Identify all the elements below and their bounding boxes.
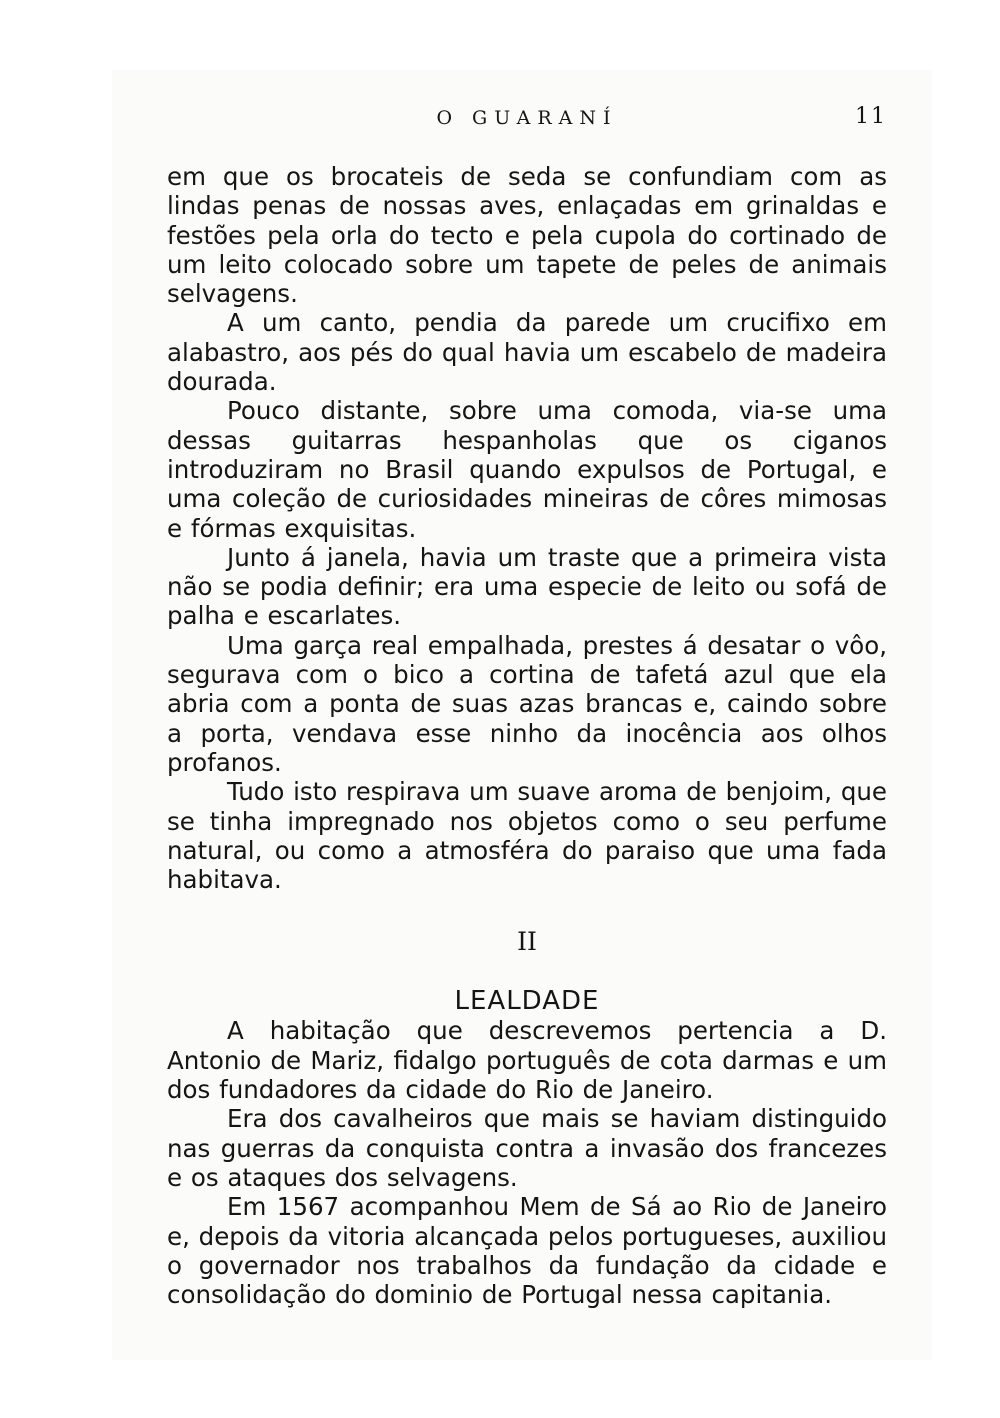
paragraph: Em 1567 acompanhou Mem de Sá ao Rio de Janeiro e, depois da vitoria alcançada pelos portugueses, auxiliou o governador nos trabalhos da fundação da cidade e consolidação do dominio de Portugal nessa capitania. bbox=[167, 1192, 887, 1310]
text-block bbox=[167, 162, 887, 1309]
chapter-title: LEALDADE bbox=[454, 986, 600, 1017]
chapter-number: II bbox=[517, 927, 537, 957]
running-head bbox=[167, 104, 887, 137]
paragraph: Era dos cavalheiros que mais se haviam distinguido nas guerras da conquista contra a invasão dos francezes e os ataques dos selvagens. bbox=[167, 1104, 887, 1192]
paragraph: Pouco distante, sobre uma comoda, via-se uma dessas guitarras hespanholas que os ciganos introduziram no Brasil quando expulsos de Portugal, e uma coleção de curiosidades mineiras de côres mimosas e fórmas exquisitas. bbox=[167, 396, 887, 543]
paragraph: Junto á janela, havia um traste que a primeira vista não se podia definir; era uma especie de leito ou sofá de palha e escarlates. bbox=[167, 542, 887, 631]
paragraph: Tudo isto respirava um suave aroma de benjoim, que se tinha impregnado nos objetos como o seu perfume natural, ou como a atmosféra do paraiso que uma fada habitava. bbox=[167, 777, 887, 895]
running-title: O GUARANÍ bbox=[436, 107, 618, 129]
paragraph-continued: em que os brocateis de seda se confundiam com as lindas penas de nossas aves, enlaçadas em grinaldas e festões pela orla do tecto e pela cupola do cortinado de um leito colocado sobre um tapete de peles de animais selvagens. bbox=[167, 162, 887, 309]
page-number: 11 bbox=[855, 104, 887, 129]
paragraph: A um canto, pendia da parede um crucifixo em alabastro, aos pés do qual havia um escabelo de madeira dourada. bbox=[167, 308, 887, 397]
paragraph: A habitação que descrevemos pertencia a D. Antonio de Mariz, fidalgo português de cota darmas e um dos fundadores da cidade do Rio de Janeiro. bbox=[167, 1016, 887, 1105]
paragraph: Uma garça real empalhada, prestes á desatar o vôo, segurava com o bico a cortina de tafetá azul que ela abria com a ponta de suas azas brancas e, caindo sobre a porta, vendava esse ninho da inocência aos olhos profanos. bbox=[167, 630, 887, 777]
